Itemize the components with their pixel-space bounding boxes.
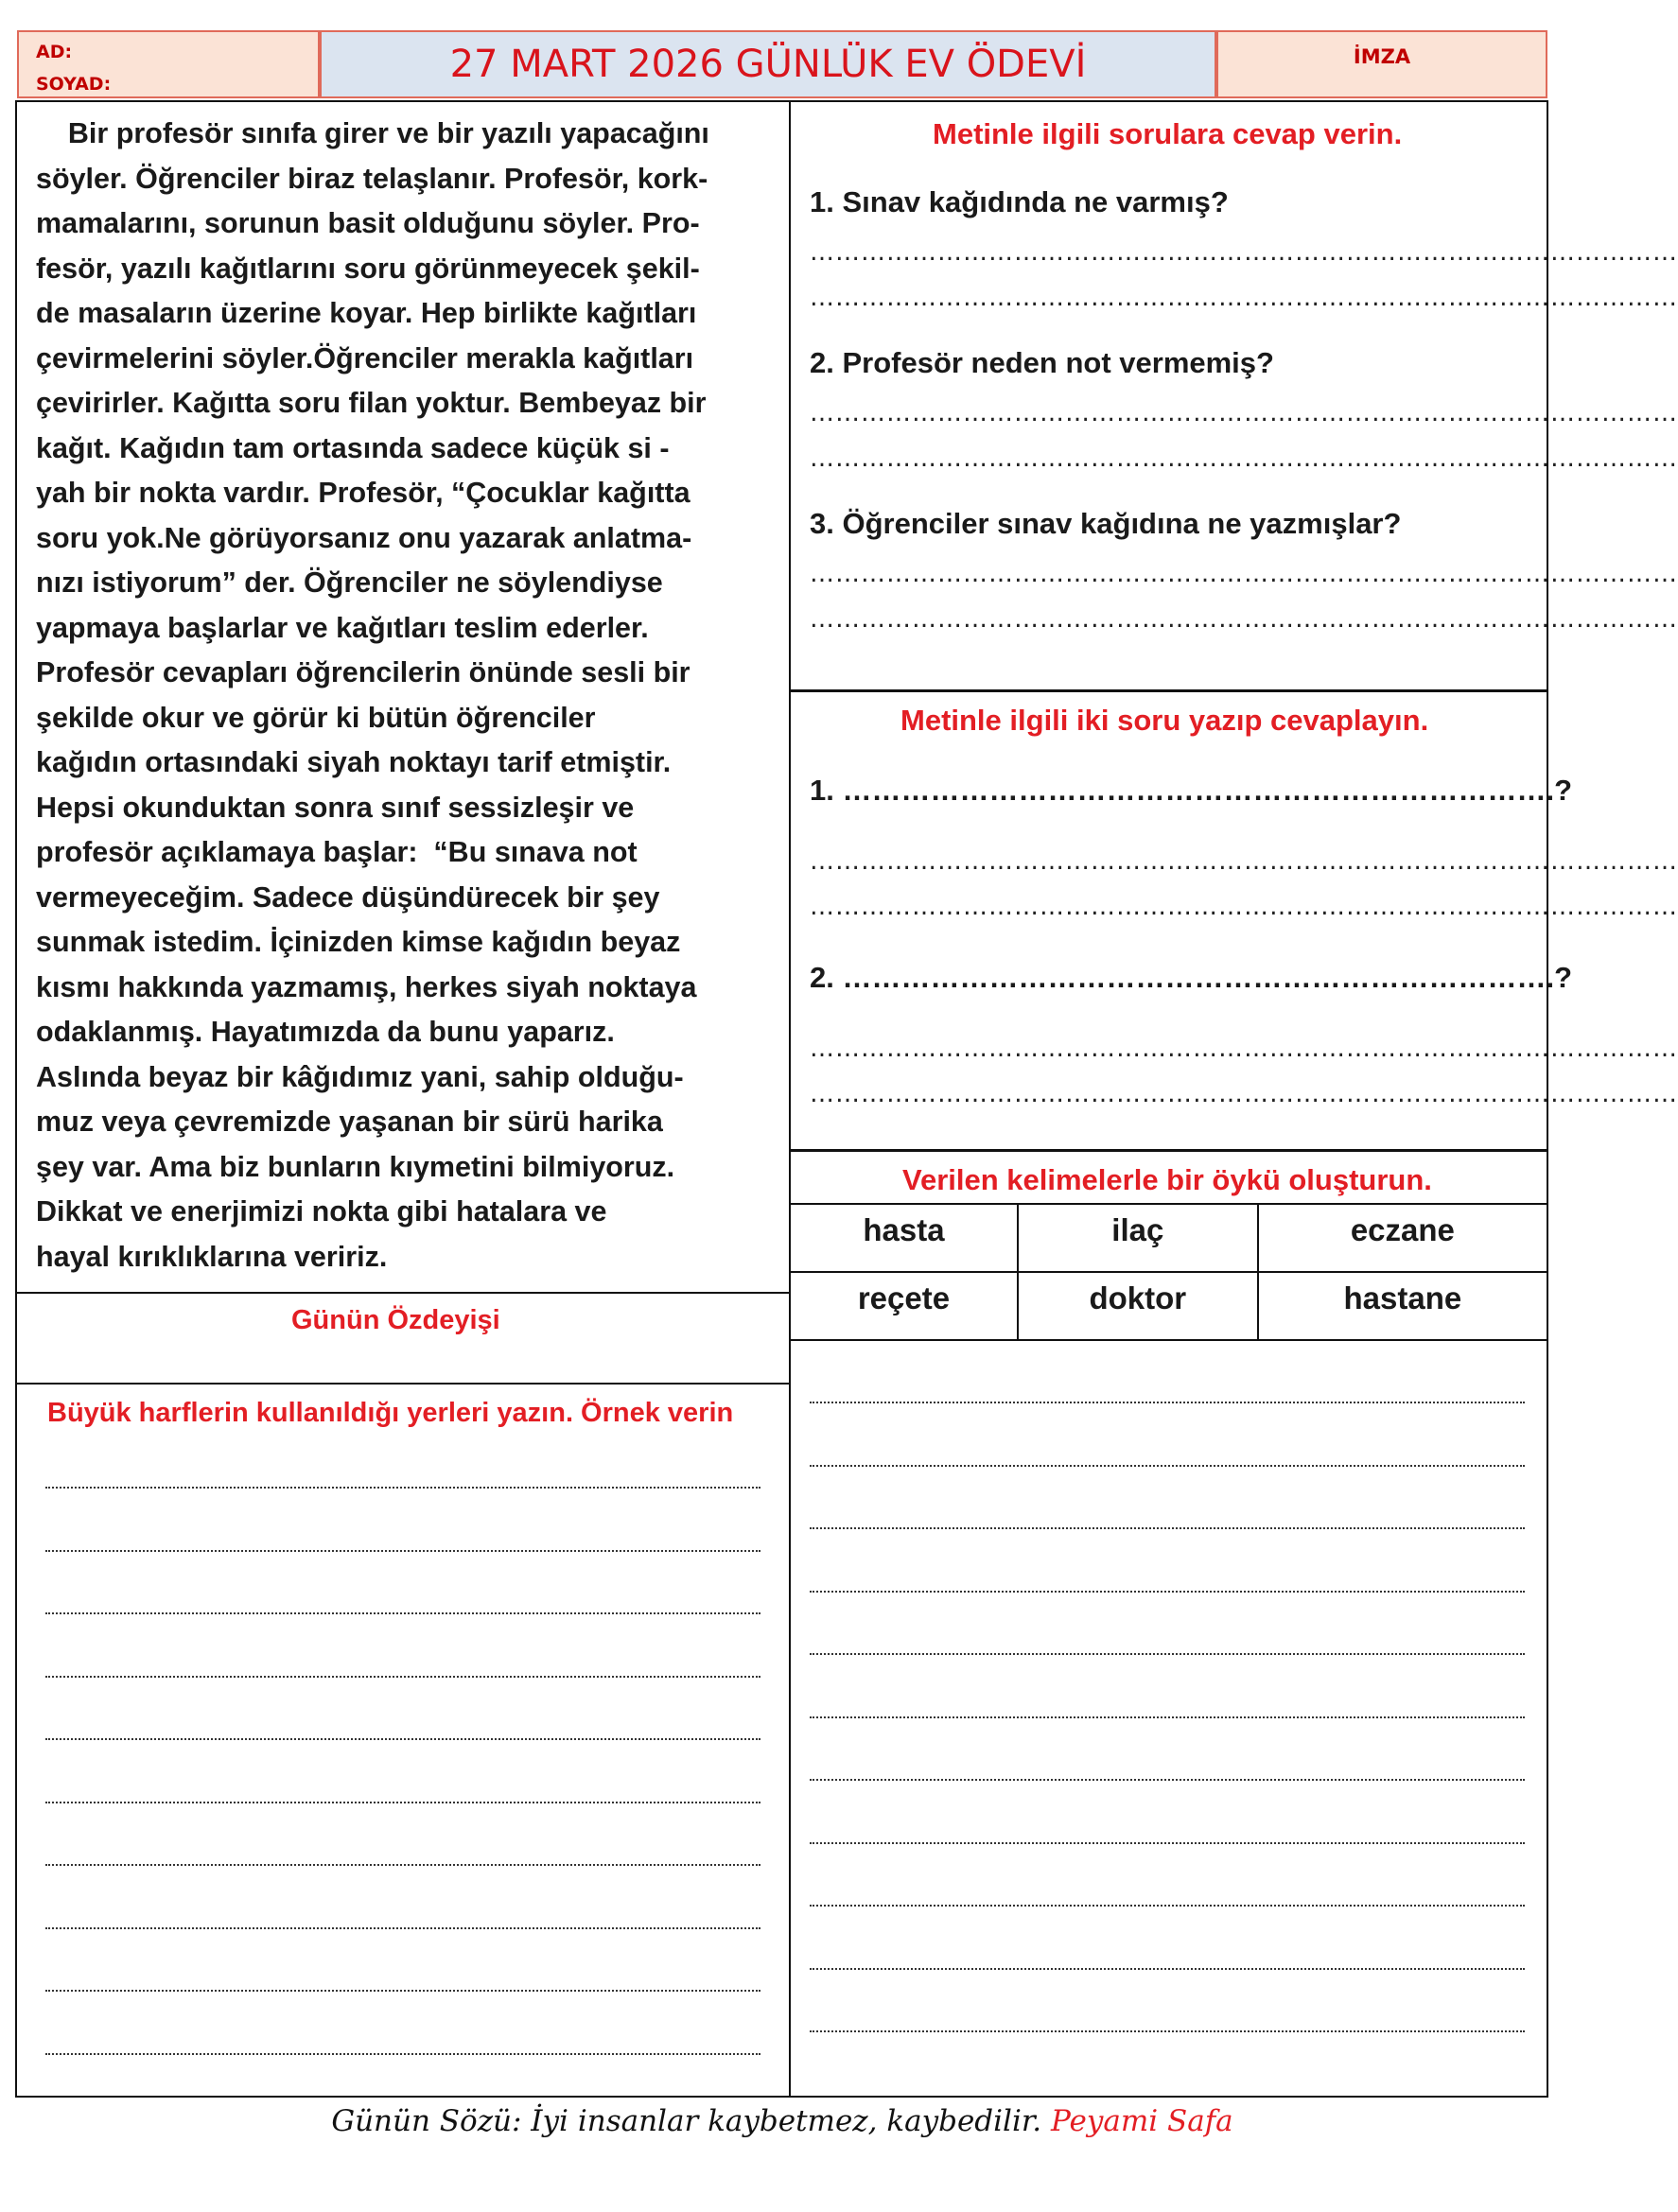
capitals-title: Büyük harflerin kullanıldığı yerleri yazın. Örnek verin (47, 1398, 734, 1428)
answer-line[interactable]: ………………………………………………………………………………………… (810, 847, 1678, 876)
story-line: soru yok.Ne görüyorsanız onu yazarak anlatma- (36, 521, 692, 554)
writing-line[interactable] (45, 1487, 760, 1489)
story-line: Hepsi okunduktan sonra sınıf sessizleşir ve (36, 791, 635, 824)
divider-story-bottom (15, 1292, 791, 1294)
word-row (790, 1272, 1547, 1340)
word-cell: reçete (790, 1272, 1018, 1340)
writing-line[interactable] (45, 1550, 760, 1552)
writing-line[interactable] (810, 1527, 1525, 1529)
story-line: Bir profesör sınıfa girer ve bir yazılı yapacağını (36, 117, 709, 149)
story-line: Dikkat ve enerjimizi nokta gibi hatalara ve (36, 1195, 607, 1228)
writing-line[interactable] (810, 1842, 1525, 1844)
name-box (17, 30, 320, 98)
story-line: kağıt. Kağıdın tam ortasında sadece küçük si - (36, 431, 670, 464)
story-line: nızı istiyorum” der. Öğrenciler ne söylendiyse (36, 566, 663, 599)
writing-line[interactable] (45, 1927, 760, 1929)
writing-line[interactable] (45, 1612, 760, 1614)
word-table (789, 1203, 1548, 1341)
story-line: Profesör cevapları öğrencilerin önünde sesli bir (36, 656, 690, 688)
proverb-title: Günün Özdeyişi (291, 1305, 500, 1335)
writing-line[interactable] (810, 1402, 1525, 1403)
own-question-1[interactable]: 1. ……………………………………………………………….? (810, 774, 1573, 807)
signature-box: İMZA (1216, 30, 1547, 98)
story-line: şekilde okur ve görür ki bütün öğrenciler (36, 701, 596, 734)
story-line: çevirmelerini söyler.Öğrenciler merakla kağıtları (36, 341, 694, 374)
word-cell: hasta (790, 1204, 1018, 1272)
surname-label: SOYAD: (36, 74, 112, 95)
quote-author: Peyami Safa (1051, 2104, 1233, 2138)
column-divider (789, 100, 791, 2098)
writing-line[interactable] (810, 2030, 1525, 2032)
writing-line[interactable] (810, 1653, 1525, 1655)
writing-line[interactable] (45, 1738, 760, 1740)
story-line: şey var. Ama biz bunların kıymetini bilmiyoruz. (36, 1150, 675, 1183)
question-2: 2. Profesör neden not vermemiş? (810, 346, 1274, 379)
story-line: odaklanmış. Hayatımızda da bunu yaparız. (36, 1016, 615, 1048)
question-3: 3. Öğrenciler sınav kağıdına ne yazmışlar? (810, 507, 1402, 540)
writing-line[interactable] (810, 1591, 1525, 1593)
story-line: fesör, yazılı kağıtlarını soru görünmeyecek şekil- (36, 252, 700, 285)
story-line: muz veya çevremizde yaşanan bir sürü harika (36, 1106, 663, 1138)
story-line: de masaların üzerine koyar. Hep birlikte kağıtları (36, 297, 697, 329)
answer-line[interactable]: ………………………………………………………………………………………… (810, 444, 1678, 473)
questions-title: Metinle ilgili sorulara cevap verin. (933, 117, 1403, 150)
writing-line[interactable] (45, 1990, 760, 1992)
word-cell: doktor (1018, 1272, 1258, 1340)
word-cell: ilaç (1018, 1204, 1258, 1272)
answer-line[interactable]: ………………………………………………………………………………………… (810, 605, 1678, 634)
page-title: 27 MART 2026 GÜNLÜK EV ÖDEVİ (320, 30, 1216, 98)
answer-line[interactable]: ………………………………………………………………………………………… (810, 284, 1678, 312)
writing-line[interactable] (45, 1864, 760, 1866)
own-question-2[interactable]: 2. ……………………………………………………………….? (810, 961, 1573, 994)
name-label: AD: (36, 42, 73, 62)
answer-line[interactable]: ………………………………………………………………………………………… (810, 1035, 1678, 1063)
writing-line[interactable] (45, 1676, 760, 1678)
divider-own-questions-bottom (789, 1149, 1548, 1152)
word-cell: eczane (1258, 1204, 1547, 1272)
word-row (790, 1204, 1547, 1272)
writing-line[interactable] (810, 1716, 1525, 1718)
story-line: yah bir nokta vardır. Profesör, “Çocuklar kağıtta (36, 477, 690, 509)
writing-line[interactable] (810, 1779, 1525, 1781)
story-line: kısmı hakkında yazmamış, herkes siyah noktaya (36, 970, 697, 1003)
story-line: çevirirler. Kağıtta soru filan yoktur. Bembeyaz bir (36, 387, 707, 419)
own-questions-title: Metinle ilgili iki soru yazıp cevaplayın. (900, 704, 1429, 737)
footer-quote (0, 2104, 1564, 2138)
question-1: 1. Sınav kağıdında ne varmış? (810, 185, 1229, 218)
story-line: sunmak istedim. İçinizden kimse kağıdın beyaz (36, 926, 681, 958)
story-text (36, 112, 783, 1280)
story-line: söyler. Öğrenciler biraz telaşlanır. Profesör, kork- (36, 162, 708, 195)
story-line: vermeyeceğim. Sadece düşündürecek bir şey (36, 880, 660, 914)
answer-line[interactable]: ………………………………………………………………………………………… (810, 399, 1678, 427)
quote-text: Günün Sözü: İyi insanlar kaybetmez, kaybedilir. (331, 2104, 1042, 2138)
writing-line[interactable] (45, 1802, 760, 1803)
answer-line[interactable]: ………………………………………………………………………………………… (810, 238, 1678, 267)
story-line: kağıdın ortasındaki siyah noktayı tarif etmiştir. (36, 746, 672, 778)
story-line: profesör açıklamaya başlar: “Bu sınava not (36, 836, 638, 868)
story-words-title: Verilen kelimelerle bir öykü oluşturun. (902, 1163, 1432, 1196)
story-line: Aslında beyaz bir kâğıdımız yani, sahip olduğu- (36, 1060, 684, 1093)
divider-proverb-bottom (15, 1383, 791, 1385)
writing-line[interactable] (810, 1968, 1525, 1970)
writing-line[interactable] (810, 1465, 1525, 1467)
story-line: mamalarını, sorunun basit olduğunu söyler. Pro- (36, 207, 700, 239)
writing-line[interactable] (810, 1905, 1525, 1907)
answer-line[interactable]: ………………………………………………………………………………………… (810, 560, 1678, 588)
divider-questions-bottom (789, 689, 1548, 692)
story-line: hayal kırıklıklarına veririz. (36, 1240, 388, 1273)
word-cell: hastane (1258, 1272, 1547, 1340)
story-line: yapmaya başlarlar ve kağıtları teslim ederler. (36, 611, 649, 644)
answer-line[interactable]: ………………………………………………………………………………………… (810, 893, 1678, 921)
writing-line[interactable] (45, 2053, 760, 2055)
answer-line[interactable]: ………………………………………………………………………………………… (810, 1080, 1678, 1108)
